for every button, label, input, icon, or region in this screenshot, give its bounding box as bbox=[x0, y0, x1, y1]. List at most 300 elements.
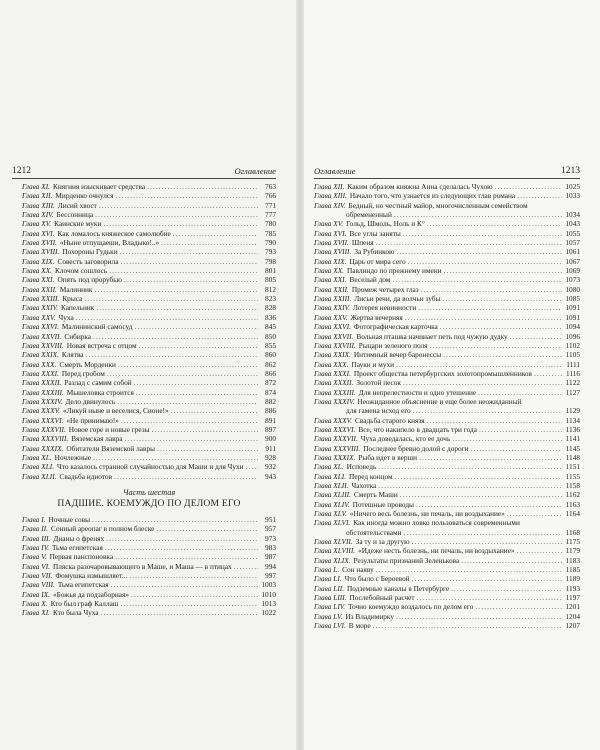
chapter-page-number: 1179 bbox=[565, 546, 580, 556]
dot-leader bbox=[96, 303, 258, 312]
chapter-title: Свадьба старого князя bbox=[354, 415, 425, 425]
chapter-page-number: 1158 bbox=[565, 481, 580, 490]
dot-leader bbox=[157, 444, 258, 453]
toc-entry bbox=[314, 453, 580, 462]
dot-leader bbox=[105, 543, 258, 552]
chapter-page-number: 801 bbox=[265, 266, 276, 276]
header-rule bbox=[12, 178, 276, 179]
toc-list bbox=[22, 515, 276, 618]
dot-leader bbox=[440, 322, 562, 331]
toc-entry bbox=[314, 481, 580, 490]
toc-entry bbox=[314, 247, 580, 256]
chapter-page-number: 1105 bbox=[565, 350, 580, 360]
chapter-title: Интимный вечер баронессы bbox=[353, 350, 442, 360]
chapter-label: Глава XL. bbox=[22, 452, 52, 462]
chapter-page-number: 845 bbox=[265, 322, 276, 332]
chapter-title: Царь от мира сего bbox=[349, 256, 406, 266]
chapter-label: Глава XXII. bbox=[314, 284, 349, 294]
chapter-title: Потешные проводы bbox=[352, 499, 414, 509]
dot-leader bbox=[120, 257, 258, 266]
chapter-title: Результаты признаний Зеленькова bbox=[353, 555, 460, 565]
toc-entry bbox=[22, 322, 276, 331]
chapter-label: Глава XIII. bbox=[314, 191, 347, 201]
chapter-page-number: 860 bbox=[265, 350, 276, 360]
chapter-page-number: 997 bbox=[265, 571, 276, 581]
chapter-page-number: 1055 bbox=[565, 228, 580, 238]
chapter-label: Глава I. bbox=[22, 515, 46, 524]
chapter-title: Капельник bbox=[60, 303, 95, 313]
chapter-label: Глава XX. bbox=[22, 266, 53, 276]
toc-entry bbox=[314, 612, 580, 621]
chapter-label: Глава XIX. bbox=[22, 256, 55, 266]
chapter-title: «Божья да подзаборная» bbox=[52, 589, 130, 599]
chapter-title: Неожиданное объяснение и еще более неожиданный bbox=[357, 396, 522, 406]
chapter-page-number: 1201 bbox=[565, 602, 580, 612]
chapter-title: Пауки и мухи bbox=[351, 359, 395, 369]
toc-entry bbox=[22, 350, 276, 359]
chapter-label: Глава XII. bbox=[22, 191, 53, 201]
chapter-title: Тьма египетская bbox=[52, 543, 103, 553]
dot-leader bbox=[452, 434, 562, 443]
chapter-title: Начало того, что узнается из следующих глав романа bbox=[349, 191, 516, 201]
dot-leader bbox=[121, 416, 258, 425]
chapter-label: Глава LV. bbox=[314, 611, 343, 621]
running-title: Оглавление bbox=[314, 166, 356, 176]
chapter-title: Тьма египетская bbox=[57, 580, 109, 590]
dot-leader bbox=[517, 191, 562, 200]
toc-entry bbox=[314, 360, 580, 369]
dot-leader bbox=[400, 490, 562, 499]
toc-list bbox=[314, 182, 580, 631]
chapter-page-number: 777 bbox=[265, 210, 276, 220]
toc-entry bbox=[22, 369, 276, 378]
dot-leader bbox=[99, 201, 258, 210]
chapter-title: Послебойный расчет bbox=[349, 593, 415, 603]
dot-leader bbox=[92, 515, 258, 524]
chapter-page-number: 994 bbox=[265, 561, 276, 571]
toc-entry bbox=[22, 313, 276, 322]
part-heading bbox=[22, 487, 276, 510]
toc-entry bbox=[314, 275, 580, 284]
left-toc bbox=[22, 182, 276, 618]
toc-entry bbox=[314, 191, 580, 200]
toc-entry bbox=[22, 434, 276, 443]
chapter-label: Глава XLVII. bbox=[314, 537, 353, 547]
toc-entry bbox=[22, 416, 276, 425]
toc-entry bbox=[314, 182, 580, 191]
toc-entry bbox=[22, 332, 276, 341]
chapter-page-number: 897 bbox=[265, 424, 276, 434]
chapter-page-number: 1134 bbox=[565, 415, 580, 425]
chapter-title: Кто была Чуха bbox=[52, 608, 99, 618]
chapter-label: Глава XXXVII. bbox=[22, 424, 66, 434]
dot-leader bbox=[376, 565, 562, 574]
chapter-page-number: 943 bbox=[265, 471, 276, 481]
dot-leader bbox=[461, 556, 562, 565]
chapter-page-number: 1116 bbox=[565, 368, 580, 378]
chapter-page-number: 1013 bbox=[261, 599, 276, 609]
dot-leader bbox=[416, 500, 562, 509]
toc-entry bbox=[314, 425, 580, 434]
toc-entry bbox=[314, 341, 580, 350]
toc-entry bbox=[314, 546, 580, 555]
chapter-label: Глава XXIV. bbox=[314, 303, 350, 313]
toc-entry bbox=[314, 313, 580, 322]
toc-entry bbox=[314, 238, 580, 247]
chapter-title: Перед гробом bbox=[61, 368, 105, 378]
toc-entry bbox=[314, 574, 580, 583]
chapter-page-number: 1207 bbox=[565, 621, 580, 631]
dot-leader bbox=[418, 303, 562, 312]
toc-entry bbox=[22, 388, 276, 397]
chapter-title: За ту и за другую bbox=[355, 537, 410, 547]
chapter-title: «Ныне отпущаеши, Владыко!..» bbox=[59, 238, 160, 248]
chapter-title: Мирденко очнулся bbox=[55, 191, 114, 201]
chapter-title: Что было с Бероевой bbox=[344, 574, 410, 584]
chapter-label: Глава XVII. bbox=[22, 238, 57, 248]
chapter-page-number: 900 bbox=[265, 434, 276, 444]
chapter-page-number: 793 bbox=[265, 247, 276, 257]
toc-entry bbox=[22, 341, 276, 350]
running-title: Оглавление bbox=[234, 166, 276, 176]
dot-leader bbox=[139, 341, 258, 350]
dot-leader bbox=[101, 608, 258, 617]
chapter-page-number: 928 bbox=[265, 452, 276, 462]
chapter-label: Глава XXXIII. bbox=[22, 387, 64, 397]
dot-leader bbox=[136, 388, 258, 397]
dot-leader bbox=[378, 462, 562, 471]
chapter-page-number: 1057 bbox=[565, 238, 580, 248]
toc-entry bbox=[314, 350, 580, 359]
toc-entry bbox=[314, 500, 580, 509]
chapter-page-number: 911 bbox=[265, 443, 276, 453]
chapter-title: Бессонница bbox=[56, 210, 94, 220]
chapter-label: Глава XXXI. bbox=[314, 368, 351, 378]
dot-leader bbox=[134, 322, 258, 331]
chapter-title: Рыба идет в верши bbox=[358, 452, 418, 462]
dot-leader bbox=[517, 546, 562, 555]
dot-leader bbox=[373, 621, 562, 630]
chapter-label: Глава XLIX. bbox=[314, 555, 351, 565]
chapter-page-number: 1091 bbox=[565, 312, 580, 322]
dot-leader bbox=[396, 360, 562, 369]
toc-entry bbox=[314, 219, 580, 228]
chapter-label: Глава XL. bbox=[314, 462, 344, 472]
chapter-title: Фомушка измышляет... bbox=[55, 571, 128, 581]
chapter-title: Клятва bbox=[61, 350, 84, 360]
chapter-page-number: 1185 bbox=[565, 565, 580, 575]
chapter-page-number: 1168 bbox=[565, 527, 580, 537]
chapter-title: «Ничего весь болезнь, ни печаль, ни воздыхание» bbox=[349, 509, 505, 519]
chapter-page-number: 1085 bbox=[565, 294, 580, 304]
chapter-title-continuation: для гамена исход его bbox=[346, 406, 411, 416]
chapter-label: Глава XXXVI. bbox=[22, 415, 64, 425]
chapter-title: Веселый дом bbox=[349, 275, 391, 285]
chapter-label: Глава XI. bbox=[22, 182, 50, 191]
dot-leader bbox=[84, 294, 258, 303]
dot-leader bbox=[246, 462, 258, 471]
toc-entry bbox=[314, 285, 580, 294]
chapter-label: Глава XV. bbox=[22, 219, 52, 229]
chapter-label: Глава XXX. bbox=[22, 359, 57, 369]
dot-leader bbox=[421, 285, 562, 294]
chapter-title-continuation: обстоятельствами bbox=[346, 527, 402, 537]
toc-entry bbox=[22, 210, 276, 219]
chapter-page-number: 1022 bbox=[261, 608, 276, 618]
chapter-title: Каинские муки bbox=[54, 219, 102, 229]
dot-leader bbox=[147, 182, 258, 191]
dot-leader bbox=[396, 247, 562, 256]
chapter-label: Глава XXXVIII. bbox=[314, 443, 361, 453]
toc-entry bbox=[314, 294, 580, 303]
chapter-label: Глава III. bbox=[22, 533, 51, 543]
chapter-title: Похороны Гудьки bbox=[62, 247, 118, 257]
chapter-title: Для непрелестности и одно утешение bbox=[358, 387, 477, 397]
toc-entry bbox=[314, 462, 580, 471]
chapter-label: Глава XXXIX. bbox=[314, 452, 356, 462]
chapter-title: Чахотка bbox=[351, 481, 377, 490]
dot-leader bbox=[106, 534, 258, 543]
toc-entry bbox=[22, 182, 276, 191]
chapter-title: Дианы о френях bbox=[53, 533, 105, 543]
chapter-label: Глава XVI. bbox=[22, 228, 55, 238]
toc-entry bbox=[314, 537, 580, 546]
toc-entry bbox=[22, 472, 276, 481]
right-toc bbox=[314, 182, 580, 631]
dot-leader bbox=[114, 472, 258, 481]
chapter-label: Глава XI. bbox=[22, 608, 50, 618]
chapter-title: Промеж четырех глаз bbox=[351, 284, 419, 294]
chapter-title: Новое горе и новые грезы bbox=[68, 424, 150, 434]
part-label: Часть шестая bbox=[122, 488, 176, 497]
chapter-label: Глава XIV. bbox=[22, 210, 54, 220]
toc-entry bbox=[314, 621, 580, 630]
chapter-title: Как ломалось княжеское самолюбие bbox=[57, 228, 171, 238]
toc-entry bbox=[22, 360, 276, 369]
toc-entry bbox=[314, 490, 580, 499]
toc-entry bbox=[22, 562, 276, 571]
toc-entry bbox=[314, 472, 580, 481]
chapter-label: Глава XXV. bbox=[22, 312, 56, 322]
toc-entry bbox=[22, 524, 276, 533]
toc-entry bbox=[314, 397, 580, 416]
chapter-label: Глава XLIV. bbox=[314, 499, 350, 509]
dot-leader bbox=[403, 229, 562, 238]
toc-entry bbox=[22, 543, 276, 552]
chapter-page-number: 1129 bbox=[565, 406, 580, 416]
chapter-page-number: 1189 bbox=[565, 574, 580, 584]
dot-leader bbox=[161, 238, 258, 247]
dot-leader bbox=[173, 229, 258, 238]
chapter-page-number: 882 bbox=[265, 396, 276, 406]
dot-leader bbox=[93, 332, 258, 341]
toc-entry bbox=[22, 515, 276, 524]
chapter-label: Глава LII. bbox=[314, 583, 345, 593]
chapter-title: Новая встреча с отцом bbox=[66, 340, 137, 350]
chapter-label: Глава IV. bbox=[22, 543, 50, 553]
chapter-label: Глава XXIII. bbox=[314, 294, 352, 304]
dot-leader bbox=[507, 509, 562, 518]
toc-entry bbox=[22, 462, 276, 471]
toc-entry bbox=[22, 406, 276, 415]
page-number: 1212 bbox=[12, 166, 31, 176]
chapter-page-number: 1034 bbox=[565, 210, 580, 220]
chapter-label: Глава XIII. bbox=[22, 200, 55, 210]
chapter-page-number: 798 bbox=[265, 256, 276, 266]
chapter-page-number: 1043 bbox=[565, 219, 580, 229]
chapter-title: Проект общества петербургских золотопромышленников bbox=[353, 368, 532, 378]
chapter-title: Исповедь bbox=[346, 462, 377, 472]
chapter-label: Глава VIII. bbox=[22, 580, 55, 590]
chapter-page-number: 850 bbox=[265, 331, 276, 341]
chapter-title: Сон наяву bbox=[342, 565, 374, 575]
chapter-title: Обитатели Вяземской лавры bbox=[66, 443, 156, 453]
chapter-page-number: 987 bbox=[265, 552, 276, 562]
chapter-label: Глава XXVI. bbox=[22, 322, 59, 332]
toc-entry bbox=[22, 275, 276, 284]
chapter-label: Глава XXXV. bbox=[314, 415, 352, 425]
chapter-page-number: 932 bbox=[265, 462, 276, 472]
chapter-page-number: 1094 bbox=[565, 322, 580, 332]
chapter-label: Глава XLIII. bbox=[314, 490, 351, 500]
dot-leader bbox=[510, 332, 562, 341]
chapter-label: Глава XV. bbox=[314, 219, 344, 229]
dot-leader bbox=[86, 350, 258, 359]
dot-leader bbox=[417, 593, 562, 602]
dot-leader bbox=[103, 219, 258, 228]
chapter-title: Свадьба идиотов bbox=[59, 471, 113, 481]
chapter-page-number: 1033 bbox=[565, 191, 580, 201]
chapter-label: Глава XLII. bbox=[22, 471, 57, 481]
chapter-title: Первая панспоновка bbox=[49, 552, 114, 562]
toc-entry bbox=[22, 257, 276, 266]
chapter-label: Глава XXXII. bbox=[22, 378, 62, 388]
dot-leader bbox=[412, 537, 562, 546]
dot-leader bbox=[120, 599, 258, 608]
toc-entry bbox=[22, 571, 276, 580]
dot-leader bbox=[405, 313, 562, 322]
dot-leader bbox=[107, 369, 258, 378]
chapter-page-number: 1080 bbox=[565, 284, 580, 294]
dot-leader bbox=[76, 313, 258, 322]
toc-entry bbox=[22, 425, 276, 434]
chapter-page-number: 1025 bbox=[565, 182, 580, 191]
chapter-label: Глава XXIX. bbox=[22, 350, 59, 360]
toc-entry bbox=[22, 397, 276, 406]
toc-entry bbox=[314, 229, 580, 238]
chapter-label: Глава XXIV. bbox=[22, 303, 58, 313]
dot-leader bbox=[479, 425, 562, 434]
chapter-label: Глава XXXII. bbox=[314, 378, 354, 388]
dot-leader bbox=[408, 257, 562, 266]
dot-leader bbox=[427, 219, 562, 228]
chapter-label: Глава XIX. bbox=[314, 256, 347, 266]
dot-leader bbox=[392, 275, 562, 284]
toc-entry bbox=[314, 565, 580, 574]
dot-leader bbox=[444, 266, 562, 275]
chapter-label: Глава XXXIV. bbox=[22, 396, 63, 406]
chapter-page-number: 1183 bbox=[565, 555, 580, 565]
dot-leader bbox=[427, 416, 562, 425]
chapter-label: Глава XXI. bbox=[314, 275, 347, 285]
chapter-title: Вольная пташка начинает петь под чужую дудку bbox=[356, 331, 508, 341]
part-title: ПАДШИЕ. КОЕМУЖДО ПО ДЕЛОМ ЕГО bbox=[57, 498, 241, 509]
dot-leader bbox=[234, 562, 258, 571]
chapter-page-number: 1102 bbox=[565, 340, 580, 350]
chapter-title: Лисий хвост bbox=[57, 200, 97, 210]
chapter-title: Каким образом княжна Анна сделалась Чухою bbox=[347, 182, 493, 191]
toc-entry bbox=[22, 247, 276, 256]
chapter-label: Глава XLVI. bbox=[314, 518, 351, 528]
toc-entry bbox=[314, 602, 580, 611]
chapter-title: Малининский самосуд bbox=[61, 322, 133, 332]
dot-leader bbox=[495, 182, 562, 191]
chapter-page-number: 828 bbox=[265, 303, 276, 313]
dot-leader bbox=[124, 275, 258, 284]
header-rule bbox=[314, 178, 580, 179]
chapter-page-number: 1067 bbox=[565, 256, 580, 266]
dot-leader bbox=[95, 210, 258, 219]
toc-entry bbox=[314, 201, 580, 220]
chapter-title: Княгиня изыскивает средства bbox=[52, 182, 146, 191]
chapter-title: Последнее бревно долой с дороги bbox=[363, 443, 469, 453]
chapter-title: Ночлежные bbox=[54, 452, 91, 462]
chapter-label: Глава XXIX. bbox=[314, 350, 351, 360]
toc-entry bbox=[22, 453, 276, 462]
page-number: 1213 bbox=[561, 166, 580, 176]
chapter-page-number: 763 bbox=[265, 182, 276, 191]
dot-leader bbox=[93, 453, 258, 462]
dot-leader bbox=[111, 580, 258, 589]
chapter-label: Глава XVII. bbox=[314, 238, 349, 248]
chapter-label: Глава XLI. bbox=[22, 462, 55, 472]
chapter-label: Глава LI. bbox=[314, 574, 342, 584]
chapter-page-number: 766 bbox=[265, 191, 276, 201]
chapter-page-number: 1193 bbox=[565, 583, 580, 593]
dot-leader bbox=[412, 574, 562, 583]
toc-entry bbox=[22, 590, 276, 599]
chapter-page-number: 886 bbox=[265, 406, 276, 416]
dot-leader bbox=[534, 369, 562, 378]
chapter-title: Чуха доведалась, кто ее дочь bbox=[360, 434, 451, 444]
chapter-label: Глава IX. bbox=[22, 589, 50, 599]
chapter-label: Глава XXIII. bbox=[22, 294, 60, 304]
chapter-title: Перед концом bbox=[349, 471, 393, 481]
toc-entry bbox=[314, 388, 580, 397]
dot-leader bbox=[94, 285, 258, 294]
chapter-label: Глава L. bbox=[314, 565, 340, 575]
dot-leader bbox=[403, 378, 562, 387]
dot-leader bbox=[394, 210, 562, 219]
chapter-label: Глава XVIII. bbox=[314, 247, 352, 257]
chapter-label: Глава VII. bbox=[22, 571, 53, 581]
chapter-page-number: 1155 bbox=[565, 471, 580, 481]
chapter-title: Сибирка bbox=[64, 331, 92, 341]
toc-entry bbox=[22, 285, 276, 294]
toc-entry bbox=[314, 556, 580, 565]
dot-leader bbox=[478, 388, 562, 397]
chapter-page-number: 1175 bbox=[565, 537, 580, 547]
dot-leader bbox=[115, 191, 258, 200]
toc-entry bbox=[22, 191, 276, 200]
chapter-label: Глава XXI. bbox=[22, 275, 55, 285]
chapter-label: Глава XXVII. bbox=[22, 331, 62, 341]
chapter-title: Из Владимирку bbox=[345, 611, 395, 621]
dot-leader bbox=[475, 602, 562, 611]
chapter-label: Глава XVIII. bbox=[22, 247, 60, 257]
chapter-page-number: 1010 bbox=[261, 589, 276, 599]
chapter-label: Глава V. bbox=[22, 552, 47, 562]
